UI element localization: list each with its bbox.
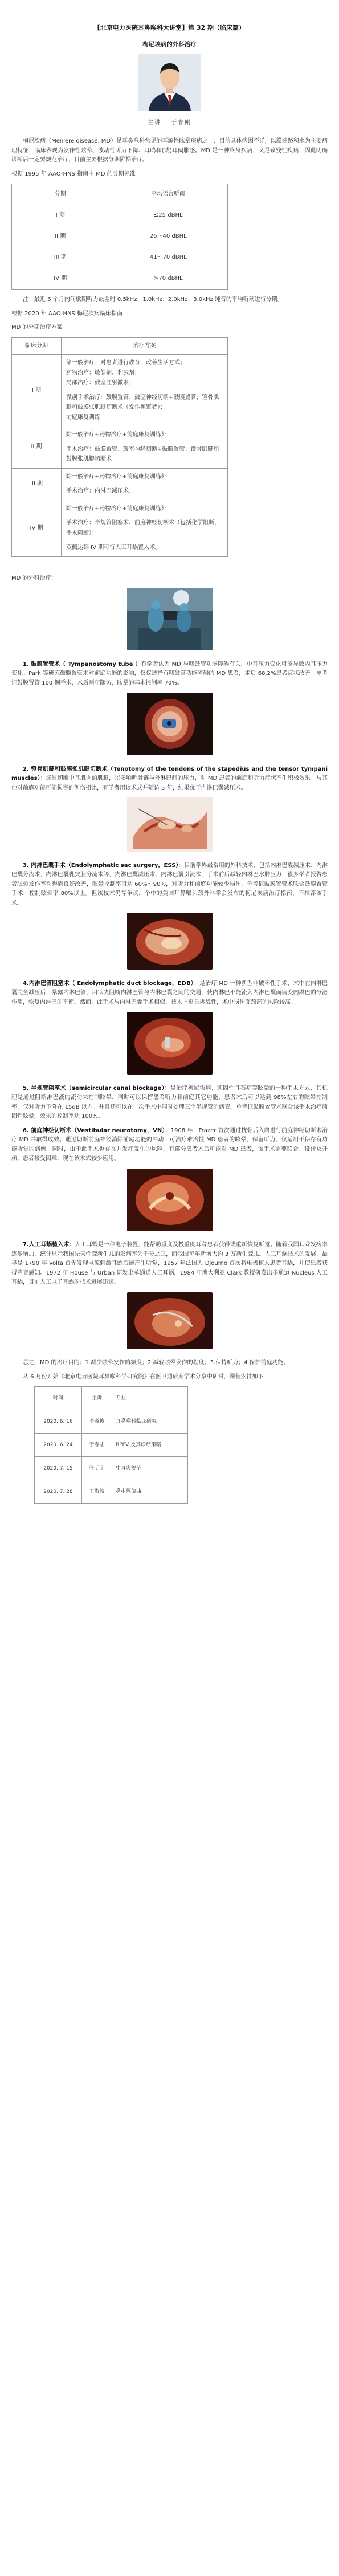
table-row [35,1457,188,1480]
table-header-row [35,1387,188,1410]
tenotomy-illustration [127,797,213,852]
table-row [12,205,228,226]
table-cell: 耳鼻喉科临床研究 [112,1410,188,1434]
table-header-cell: 治疗方案 [62,337,228,355]
section-7 [11,1240,328,1288]
article [11,0,328,1504]
section-title: 1. 鼓膜置管术（ Tympanostomy tube ） [23,661,141,668]
table-cell: IV 期 [12,268,109,290]
section-4 [11,979,328,1008]
table-header-cell: 临床分期 [12,337,62,355]
figure-tympanostomy-wrap [11,693,328,759]
operating-room-photo [127,588,213,650]
treatment-line: 手术治疗：鼓膜置管、鼓室神经切断+鼓膜置管；镫骨肌腱和鼓膜张肌腱切断术 [66,446,219,463]
table-cell: 2020. 7. 28 [35,1480,82,1504]
figure-tympanostomy [127,693,213,755]
section-body: ：是治疗梅尼埃病、顽固性耳石症等眩晕的一种手术方式，其机理是通过阻断淋巴液的流动来控制眩晕，同时可以保留患者听力和前庭其它功能，患者术后可以达到 98%左右的眩晕控制率，仅对听力下降在 15dB 以内。并且还可以在一次手术中同时处理三个半规管的病变。单考证鼓膜置管术联合该手术治疗顽固性眩晕，效果的控制率达 100%。 [11,1085,328,1120]
table-row [12,247,228,268]
section-6 [11,1126,328,1164]
table-cell: 鼻中隔偏曲 [112,1480,188,1504]
section-body: ：目前学界最常用的外科技术，包括内淋巴囊减压术、内淋巴囊分流术，内淋巴囊乳突腔分流术等，内淋巴囊减压术、内淋巴囊引流术，手术前后减轻内淋巴水肿压力，很多学者报告患者眩晕发作率均得到良好改善，眩晕控制率可达 60%～90%，对听力和前庭功能较少损伤，单考证鼓膜置管术联合鼓膜置管手术，控制眩晕率 80%以上。但该技术仍存争议，个中的美国耳鼻喉头颈外科学会发布的梅尼埃病治疗指南，不推荐该手术。 [11,862,328,906]
table-header-cell: 平均语言听阈 [109,184,227,205]
sac-surgery-photo [127,913,213,970]
table-cell: 2020. 6. 16 [35,1410,82,1434]
speaker-label: 主讲 [147,119,161,126]
figure-tenotomy [127,797,213,852]
schedule-table [34,1386,188,1504]
table-header-cell: 专业 [112,1387,188,1410]
figure-sac-surgery-wrap [11,913,328,974]
speaker-portrait [138,54,201,111]
section-title: 2. 镫骨肌腱和鼓膜张肌腱切断术（Tenotomy of the tendons of the stapedius and the tensor tympani muscles） [11,766,328,782]
treatment-line: 双侧达到 IV 期可行人工耳蜗置入术。 [66,544,161,551]
figure-cochlear-implant [127,1292,213,1349]
table1-caption: 根据 1995 年 AAO-HNS 指南中 MD 的分期标准 [11,170,136,177]
section-title: 3. 内淋巴囊手术（Endolymphatic sac surgery，ESS） [23,862,179,869]
cochlear-implant-photo [127,1292,213,1349]
stage-cell: IV 期 [12,500,62,556]
spacer [66,388,223,393]
treatment-line: 手术治疗：内淋巴减压术； [66,488,134,495]
section-body: ：1908 年，Frazer 首次通过枕骨后入路进行前庭神经切断术治疗 MD 并取得成效。通过切断前庭神经消除前庭功能的冲动，可治疗难治性 MD 患者的眩晕，保留听力，仅适用于保存有功能听觉的病例。同时，由于此手术也存在并发症发生的风险，有部分患者术后可能对 MD 患者，该手术需要联合、设计及开颅，患者接受困难，现在该术式较少应用。 [11,1127,328,1162]
treatment-line: 前庭康复训练 [66,414,100,421]
table-cell: 2020. 6. 24 [35,1434,82,1457]
stage-cell: I 期 [12,355,62,426]
treatment-cell [62,426,228,469]
section-body: ：是治疗 MD 一种新型非破坏性手术，术中在内淋巴囊完全减压后，暴露内淋巴管，用钛夹阻断内淋巴管与内淋巴囊之间的交通，使内淋巴不能流入内淋巴囊而病变内淋巴的分泌作用，恢复内淋巴的平衡。然而，此手术与内淋巴囊手术相似，技术上更具挑战性，术中损伤面颈部的风险较高。 [11,980,328,1006]
tympanostomy-photo [127,693,213,755]
section-body: 有学者认为 MD 与咽鼓管功能障碍有关，中耳压力变化可能导致内耳压力变化。Park 等研究鼓膜置管术对前庭功能的影响，仅仅选择有咽鼓管功能障碍的 MD 患者，术后 68.2%患者症状改善。单考证鼓膜置管 100 例手术，术后两年随访，眩晕的基本控制率 70%。 [11,661,328,686]
table-cell: 中耳炎规范 [112,1457,188,1480]
table-cell: III 期 [12,247,109,268]
figure-sac-surgery [127,913,213,970]
table-cell: 于春刚 [82,1434,112,1457]
table-cell: I 期 [12,205,109,226]
table-header-cell: 主讲 [82,1387,112,1410]
section-title: 6. 前庭神经切断术（Vestibular neurotomy，VN） [23,1127,165,1134]
speaker-portrait-wrap [11,54,328,115]
table-header-row [12,184,228,205]
article-header: 【北京电力医院耳鼻喉科大讲堂】第 32 期（临床篇） [94,24,245,31]
table-header-cell: 分期 [12,184,109,205]
table-row [12,226,228,247]
table-row [12,268,228,290]
table-cell: II 期 [12,226,109,247]
table-cell: 王海波 [82,1480,112,1504]
intro-paragraph: 梅尼埃病（Meniere disease, MD）是耳鼻喉科常见的耳源性眩晕疾病之一，目前具体病因不详，以膜迷路积水为主要病理特征，临床表现为发作性眩晕、波动性听力下降、耳鸣和(或)耳闷胀感。MD 是一种终身疾病，又是致残性疾病，因此明确诊断后一定要规范治疗，目前主要根据分期阶梯治疗。 [11,138,328,164]
figure-operating-room-wrap [11,588,328,654]
treatment-line: 手术治疗：半规管阻塞术、前庭神经切断术（包括化学阻断、手术阻断）； [66,520,220,536]
table-row [12,426,228,469]
treatment-line: 局部治疗：鼓室注射激素； [66,380,134,386]
guideline-line: 根据 2020 年 AAO-HNS 梅尼埃病临床指南 [11,310,123,317]
table-cell: ≤25 dBHL [109,205,227,226]
spacer [66,514,223,518]
table-row [35,1410,188,1434]
treatment-line: 除一般治疗+药物治疗+前庭康复训练外 [66,473,167,480]
treatment-line: 除一般治疗+药物治疗+前庭康复训练外 [66,432,167,438]
table-cell: 26～40 dBHL [109,226,227,247]
treatment-line: 第一般治疗：对患者进行教育，改善生活方式； [66,360,186,367]
treatment-table [11,337,228,557]
treatment-cell [62,355,228,426]
figure-tenotomy-wrap [11,797,328,856]
figure-operating-room [127,588,213,650]
table-row [35,1434,188,1457]
table-row [12,355,228,426]
section-1 [11,660,328,689]
table-header-cell: 时间 [35,1387,82,1410]
treatment-line: 除一般治疗+药物治疗+前庭康复训练外 [66,505,167,512]
treatment-cell [62,500,228,556]
treatment-line: 微创手术治疗：鼓膜置管、鼓室神经切断+鼓膜置管；镫骨肌腱和鼓膜张肌腱切断术（发作频繁者）； [66,394,219,411]
speaker-name: 于春刚 [171,119,192,126]
figure-duct-blockage-wrap [11,1012,328,1079]
portrait-illustration [138,54,201,111]
surgery-heading: MD 的外科治疗： [11,575,57,581]
spacer [66,538,223,543]
section-3 [11,861,328,909]
section-title: 5. 半规管阻塞术（semicircular canal blockage） [23,1085,165,1092]
spacer [66,440,223,445]
staging-table [11,184,228,290]
treatment-line: 药物治疗：敏健剂、利尿剂； [66,369,140,376]
figure-duct-blockage [127,1012,213,1075]
section-body: ：人工耳蜗是一种电子装置，能帮助重度及极重度耳聋患者获得或重新恢复听觉。随着我国耳聋发病率逐步增加，统计显示我国先天性聋新生儿的发病率为千分之三，而我国每年新增大约 3 万新生聋儿。人工耳蜗技术的发展，最早是 1790 年 Volta 首先发现电流刺激耳蜗后能产生听觉，1957 年法国人 Djourno 首次将电极植入患者耳蜗，并使患者获得声音感知。1972 年 House 与 Urban 研发出单通道人工耳蜗，1984 年澳大利亚 Clark 教授研发出多通道 Nucleus 人工耳蜗，目前人工电子耳蜗的技术进展迅速。 [11,1242,328,1286]
table2-caption: MD 的分期治疗方案 [11,324,63,331]
table-cell: 张明宇 [82,1457,112,1480]
table-row [12,500,228,556]
table-cell: >70 dBHL [109,268,227,290]
table-header-row [12,337,228,355]
figure-cochlear-implant-wrap [11,1292,328,1353]
table1-note: 注：最近 6 个月内间歇期听力最差时 0.5kHz、1.0kHz、2.0kHz、3.0kHz 纯音的平均听阈进行分期。 [23,296,283,303]
neurotomy-photo [127,1169,213,1231]
speaker-line [11,119,328,128]
table-cell: 41～70 dBHL [109,247,227,268]
table-row [12,468,228,500]
figure-neurotomy-wrap [11,1169,328,1235]
section-title: 7.人工耳蜗植入术 [23,1242,70,1248]
duct-blockage-photo [127,1012,213,1075]
stage-cell: II 期 [12,426,62,469]
section-2 [11,765,328,793]
schedule-intro: 从 6 月份开始《北京电力医院耳鼻喉科学研究院》在医卫通后期学术分享中研讨，课程安排如下 [23,1373,264,1380]
section-title: 4.内淋巴管阻塞术（ Endolymphatic duct blockage，EDB） [23,980,194,987]
summary-paragraph: 总之，MD 的治疗目的：1.减少眩晕发作的频度；2.减轻眩晕发作的程度；3.保持听力；4.保护前庭功能。 [23,1360,289,1366]
section-body: ：通过切断中耳肌肉的肌腱，以影响听骨链与外淋巴间的压力，对 MD 患者的前庭和听力症状产生积极效果。与其他对前庭功能可能损害的创伤相比，有学者用该术式并随访 5 年，结果优于内淋巴囊减压术。 [11,775,328,791]
spacer [66,482,223,486]
figure-neurotomy [127,1169,213,1231]
table-cell: 2020. 7. 15 [35,1457,82,1480]
stage-cell: III 期 [12,468,62,500]
table-cell: BPPV 及其诊疗策略 [112,1434,188,1457]
article-subtitle: 梅尼埃病的外科治疗 [142,41,197,48]
treatment-cell [62,468,228,500]
section-5 [11,1084,328,1122]
table-row [35,1480,188,1504]
table-cell: 李睿俊 [82,1410,112,1434]
